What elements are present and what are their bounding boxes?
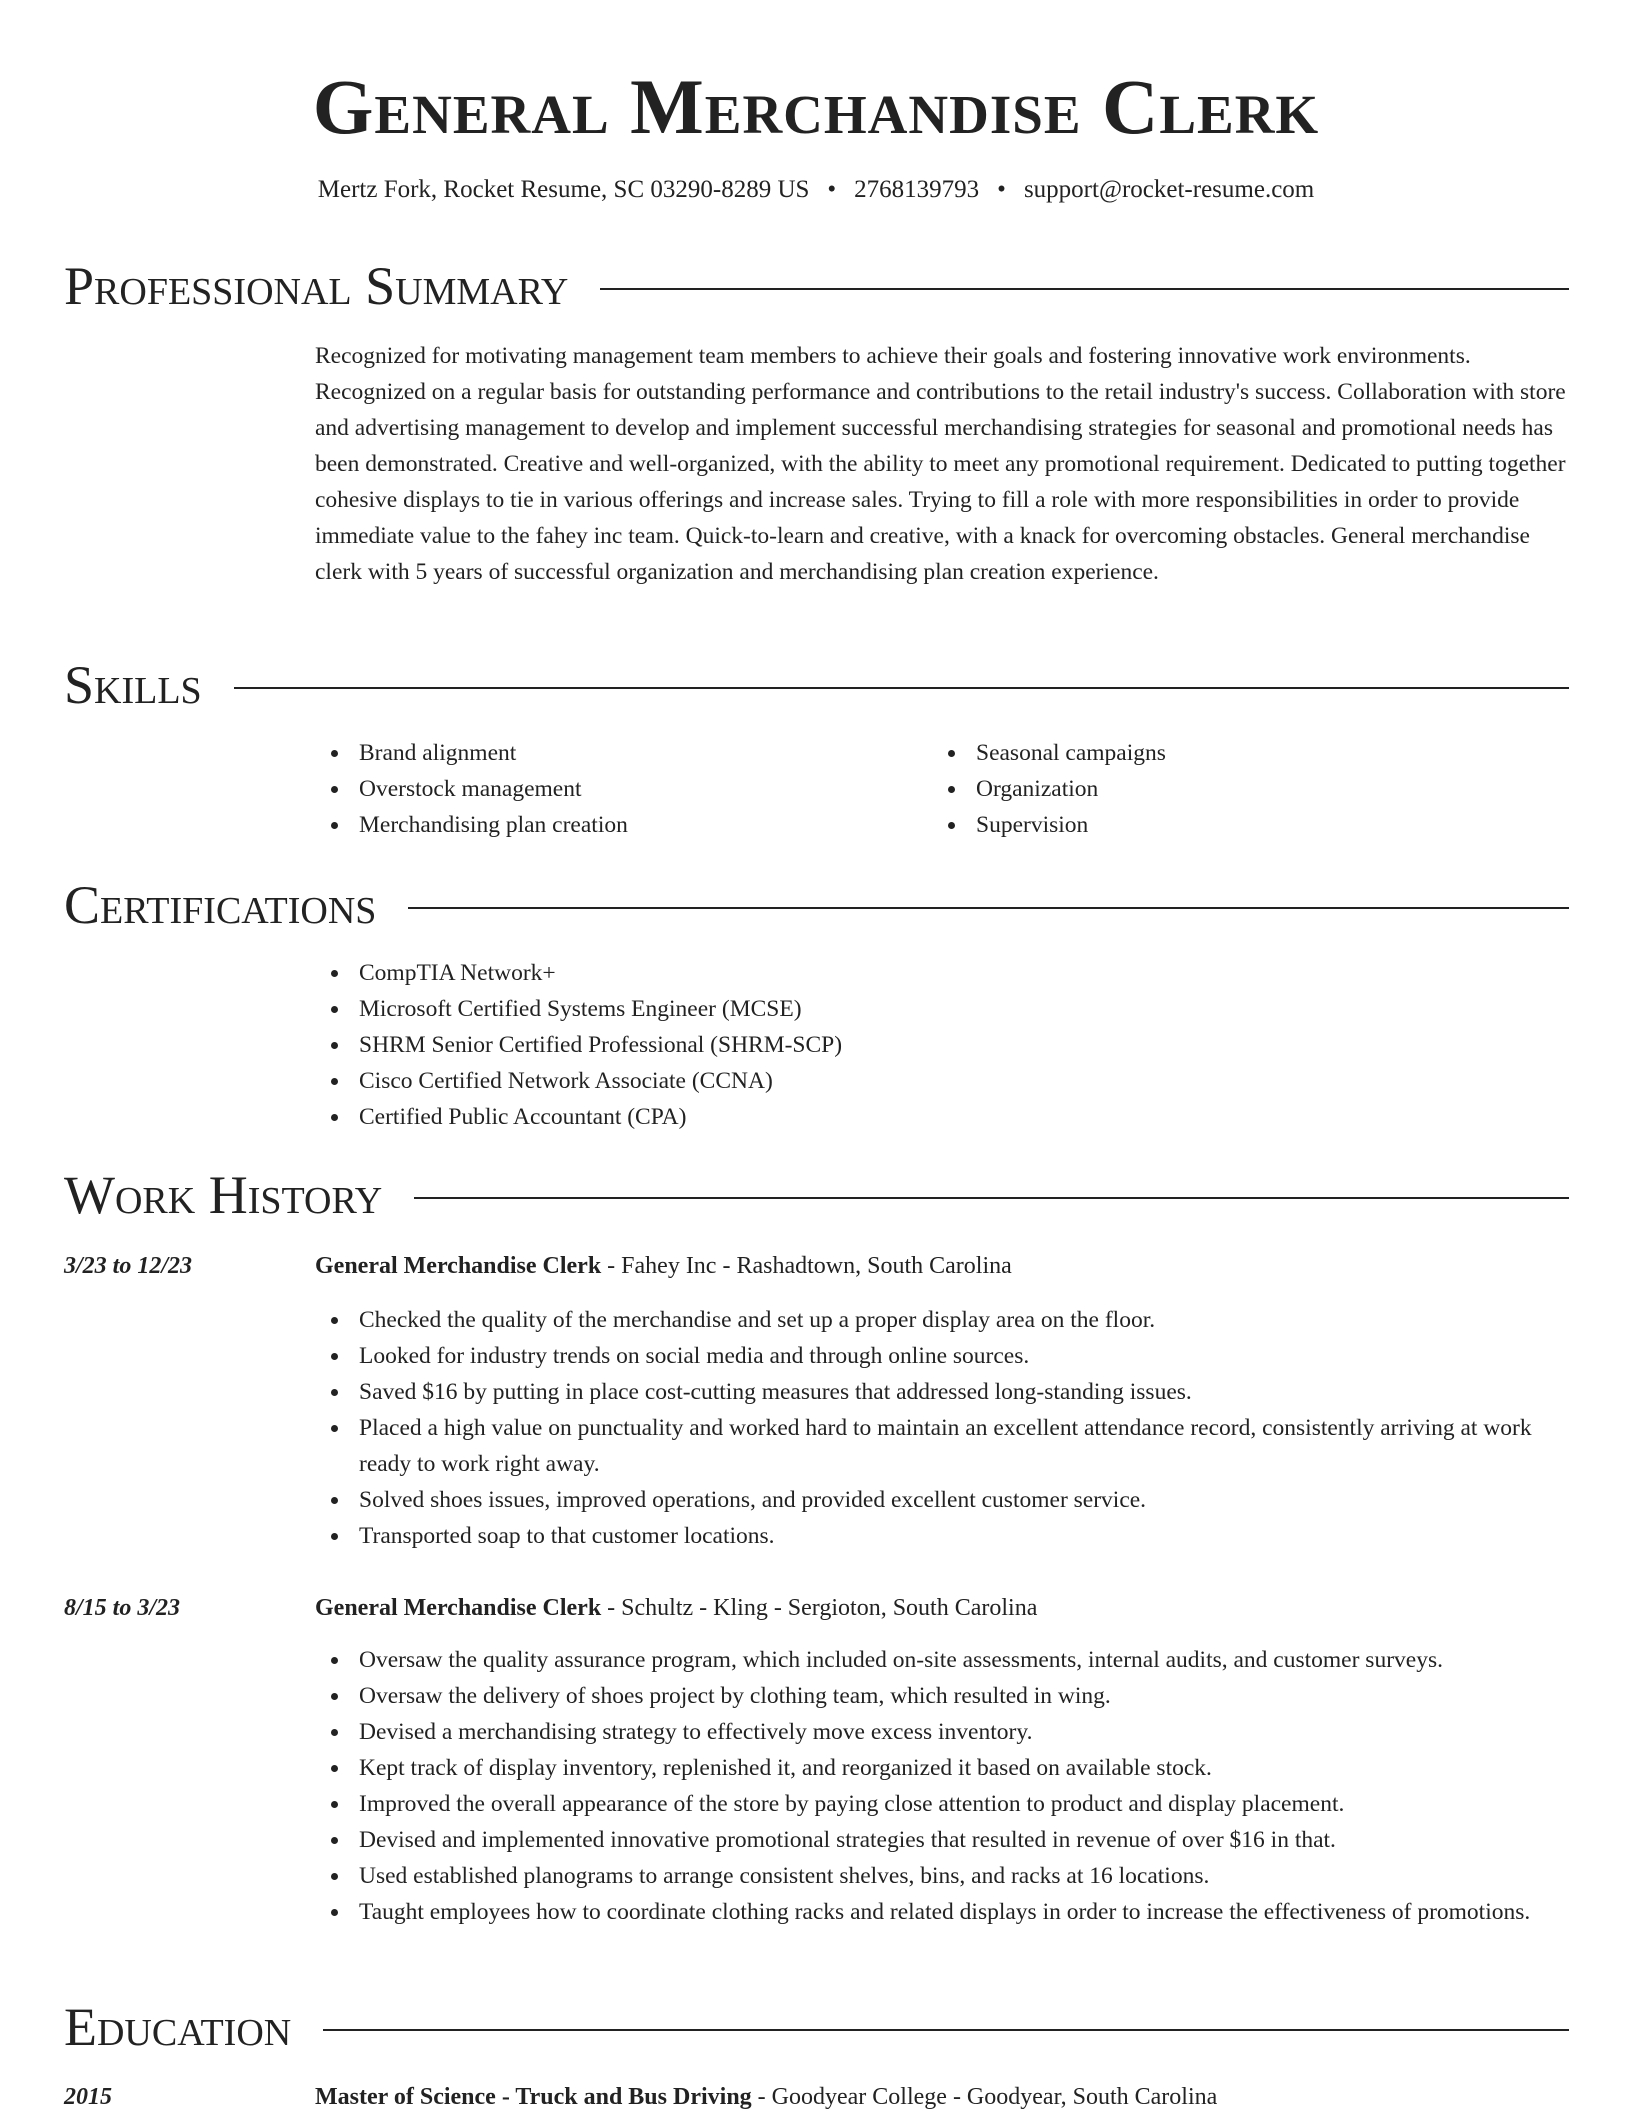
certification-item: CompTIA Network+ — [315, 955, 1569, 991]
job-title-line — [315, 1248, 1569, 1284]
certification-item: Microsoft Certified Systems Engineer (MCSE) — [315, 991, 1569, 1027]
section-divider — [323, 2029, 1569, 2031]
job-bullet: Saved $16 by putting in place cost-cutting measures that addressed long-standing issues. — [315, 1374, 1569, 1410]
education-degree: Master of Science - Truck and Bus Driving — [315, 2084, 752, 2110]
skills-list-left — [315, 735, 875, 843]
skills-section-header — [64, 654, 1569, 716]
contact-line — [0, 175, 1632, 205]
job-bullet: Transported soap to that customer locations. — [315, 1518, 1569, 1554]
education-section-header — [64, 1996, 1569, 2058]
job-bullet: Taught employees how to coordinate clothing racks and related displays in order to increase the effectiveness of promotions. — [315, 1894, 1569, 1930]
contact-address: Mertz Fork, Rocket Resume, SC 03290-8289 US — [317, 176, 810, 203]
contact-separator: • — [997, 176, 1006, 203]
job-bullet: Solved shoes issues, improved operations, and provided excellent customer service. — [315, 1482, 1569, 1518]
job-employer: - Fahey Inc - Rashadtown, South Carolina — [601, 1253, 1012, 1279]
skill-item: Overstock management — [315, 771, 875, 807]
education-year: 2015 — [64, 2084, 112, 2110]
education-heading: Education — [64, 1997, 292, 2057]
job-bullet: Oversaw the delivery of shoes project by clothing team, which resulted in wing. — [315, 1678, 1569, 1714]
summary-heading: Professional Summary — [64, 256, 569, 316]
job-employer: - Schultz - Kling - Sergioton, South Carolina — [601, 1595, 1038, 1621]
certifications-heading: Certifications — [64, 875, 377, 935]
job-bullets — [315, 1302, 1569, 1554]
job-bullet: Kept track of display inventory, replenished it, and reorganized it based on available stock. — [315, 1750, 1569, 1786]
job-title-line — [315, 1590, 1569, 1626]
certification-item: SHRM Senior Certified Professional (SHRM-SCP) — [315, 1027, 1569, 1063]
summary-section-header — [64, 255, 1569, 317]
contact-separator: • — [827, 176, 837, 203]
section-divider — [414, 1197, 1569, 1199]
certifications-list — [315, 955, 1569, 1135]
job-bullet: Used established planograms to arrange consistent shelves, bins, and racks at 16 locations. — [315, 1858, 1569, 1894]
job-title: General Merchandise Clerk — [315, 1595, 602, 1621]
job-title: General Merchandise Clerk — [315, 1253, 602, 1279]
job-bullet: Oversaw the quality assurance program, which included on-site assessments, internal audits, and customer surveys. — [315, 1642, 1569, 1678]
job-dates: 3/23 to 12/23 — [64, 1253, 193, 1279]
contact-email: support@rocket-resume.com — [1023, 176, 1315, 203]
job-bullet: Devised a merchandising strategy to effectively move excess inventory. — [315, 1714, 1569, 1750]
job-bullet: Devised and implemented innovative promotional strategies that resulted in revenue of over $16 in that. — [315, 1822, 1569, 1858]
skills-list-right — [932, 735, 1492, 843]
candidate-name: General Merchandise Clerk — [312, 63, 1320, 150]
job-bullet: Placed a high value on punctuality and worked hard to maintain an excellent attendance record, consistently arriving at work ready to work right away. — [315, 1410, 1569, 1482]
skills-heading: Skills — [64, 655, 202, 715]
job-bullet: Improved the overall appearance of the store by paying close attention to product and display placement. — [315, 1786, 1569, 1822]
skill-item: Supervision — [932, 807, 1492, 843]
certification-item: Certified Public Accountant (CPA) — [315, 1099, 1569, 1135]
work-history-section-header — [64, 1164, 1569, 1226]
education-line — [315, 2079, 1569, 2112]
skill-item: Organization — [932, 771, 1492, 807]
certification-item: Cisco Certified Network Associate (CCNA) — [315, 1063, 1569, 1099]
summary-text: Recognized for motivating management team members to achieve their goals and fostering innovative work environments. Recognized on a regular basis for outstanding performance and contributions to the retail industry's success. Collaboration with store and advertising management to develop and implement successful merchandising strategies for seasonal and promotional needs has been demonstrated. Creative and well-organized, with the ability to meet any promotional requirement. Dedicated to putting together cohesive displays to tie in various offerings and increase sales. Trying to fill a role with more responsibilities in order to provide immediate value to the fahey inc team. Quick-to-learn and creative, with a knack for overcoming obstacles. General merchandise clerk with 5 years of successful organization and merchandising plan creation experience. — [315, 343, 1566, 585]
skill-item: Brand alignment — [315, 735, 875, 771]
work-history-heading: Work History — [64, 1165, 383, 1225]
section-divider — [408, 907, 1569, 909]
education-school: - Goodyear College - Goodyear, South Carolina — [751, 2084, 1218, 2110]
certifications-section-header — [64, 874, 1569, 936]
skill-item: Seasonal campaigns — [932, 735, 1492, 771]
job-bullet: Checked the quality of the merchandise and set up a proper display area on the floor. — [315, 1302, 1569, 1338]
skill-item: Merchandising plan creation — [315, 807, 875, 843]
job-bullets — [315, 1642, 1569, 1930]
section-divider — [234, 687, 1569, 689]
job-dates: 8/15 to 3/23 — [64, 1595, 181, 1621]
contact-phone: 2768139793 — [854, 176, 980, 203]
job-bullet: Looked for industry trends on social media and through online sources. — [315, 1338, 1569, 1374]
section-divider — [600, 288, 1569, 290]
